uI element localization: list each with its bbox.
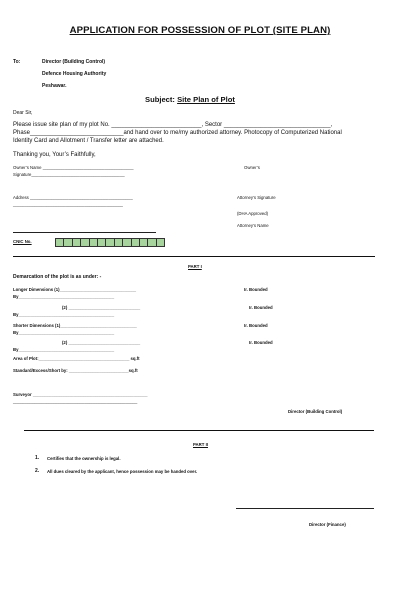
to-line-3: Peshawar.: [42, 83, 67, 89]
area-field[interactable]: Area of Plot:______________________________________ sq.ft: [13, 356, 140, 361]
page-title: APPLICATION FOR POSSESSION OF PLOT (SITE PLAN): [69, 25, 331, 36]
part-2-heading: PART II: [193, 442, 208, 447]
bounded-label-2: Ir. Bounded: [249, 305, 273, 310]
director-building-control-label: Director (Building Control): [288, 409, 343, 414]
by-field-1[interactable]: By________________________________________: [13, 294, 115, 299]
cnic-digit-box[interactable]: [64, 239, 72, 246]
by-field-3[interactable]: By________________________________________: [13, 330, 115, 335]
cnic-digit-box[interactable]: [123, 239, 131, 246]
cnic-digit-box[interactable]: [98, 239, 106, 246]
section-divider: [13, 256, 375, 257]
cnic-digit-box[interactable]: [90, 239, 98, 246]
part-1-heading: PART I: [188, 264, 202, 269]
bounded-label-3: Ir. Bounded: [244, 323, 268, 328]
cnic-digit-box[interactable]: [81, 239, 89, 246]
cnic-digit-box[interactable]: [115, 239, 123, 246]
subject-text: Site Plan of Plot: [177, 95, 235, 104]
demarcation-heading: Demarcation of the plot is as under: -: [13, 274, 102, 280]
cnic-digit-box[interactable]: [140, 239, 148, 246]
body-line-3: Identity Card and Allotment / Transfer letter are attached.: [13, 138, 164, 144]
by-field-2[interactable]: By________________________________________: [13, 312, 115, 317]
cnic-digit-box[interactable]: [106, 239, 114, 246]
address-field[interactable]: Address ___________________________________________: [13, 195, 133, 200]
signature-field[interactable]: Signature_______________________________________: [13, 172, 125, 177]
surveyor-continued-field[interactable]: ____________________________________________________: [13, 399, 138, 404]
part-divider: [24, 430, 374, 431]
owner-name-field[interactable]: Owner’s Name ______________________________________: [13, 165, 134, 170]
to-line-2: Defence Housing Authority: [42, 71, 107, 77]
standard-excess-field[interactable]: Standard/Excess/Short by: _________________________sq.ft: [13, 368, 138, 373]
cnic-top-rule: [13, 232, 156, 233]
cnic-digit-box[interactable]: [73, 239, 81, 246]
longer-dimension-2-field[interactable]: (2) ______________________________: [62, 305, 141, 310]
bounded-label-4: Ir. Bounded: [249, 340, 273, 345]
closing: Thanking you, Your’s Faithfully,: [13, 152, 96, 158]
subject-label: Subject:: [145, 95, 175, 104]
cnic-label: CNIC No.: [13, 239, 32, 244]
cnic-digit-box[interactable]: [56, 239, 64, 246]
cnic-digit-box[interactable]: [148, 239, 156, 246]
attorney-name-label: Attorney’s Name: [237, 223, 269, 228]
item-2-number: 2.: [35, 468, 40, 474]
body-line-2: Phase____________________________and hand over to me/my authorized attorney. Photocopy of Computerized National: [13, 130, 342, 136]
director-finance-label: Director (Finance): [309, 522, 346, 527]
item-1-number: 1.: [35, 455, 40, 461]
dha-approved-label: (DHA Approved): [237, 211, 269, 216]
by-field-4[interactable]: By________________________________________: [13, 347, 115, 352]
to-label: To:: [13, 59, 21, 65]
surveyor-field[interactable]: Surveyor ________________________________________________: [13, 392, 148, 397]
director-finance-signature-line: [236, 508, 374, 509]
address-continued-field[interactable]: ______________________________________________: [13, 202, 123, 207]
attorney-signature-label: Attorney’s Signature: [237, 195, 276, 200]
longer-dimension-1-field[interactable]: Longer Dimensions (1)________________________________: [13, 287, 137, 292]
to-line-1: Director (Building Control): [42, 59, 106, 65]
owner-signature-label: Owner’s: [244, 165, 260, 170]
item-1-text: Certifies that the ownership is legal.: [47, 456, 121, 461]
cnic-input-boxes[interactable]: [55, 238, 165, 247]
shorter-dimension-1-field[interactable]: Shorter Dimensions (1)________________________________: [13, 323, 137, 328]
shorter-dimension-2-field[interactable]: (2) ______________________________: [62, 340, 141, 345]
salutation: Dear Sir,: [13, 110, 33, 116]
item-2-text: All dues cleared by the applicant, hence possession may be handed over.: [47, 469, 198, 474]
cnic-digit-box[interactable]: [157, 239, 164, 246]
cnic-digit-box[interactable]: [132, 239, 140, 246]
bounded-label-1: Ir. Bounded: [244, 287, 268, 292]
body-line-1: Please issue site plan of my plot No. ___________________________, Sector ________________________________,: [13, 122, 333, 128]
subject-line: [145, 96, 235, 104]
